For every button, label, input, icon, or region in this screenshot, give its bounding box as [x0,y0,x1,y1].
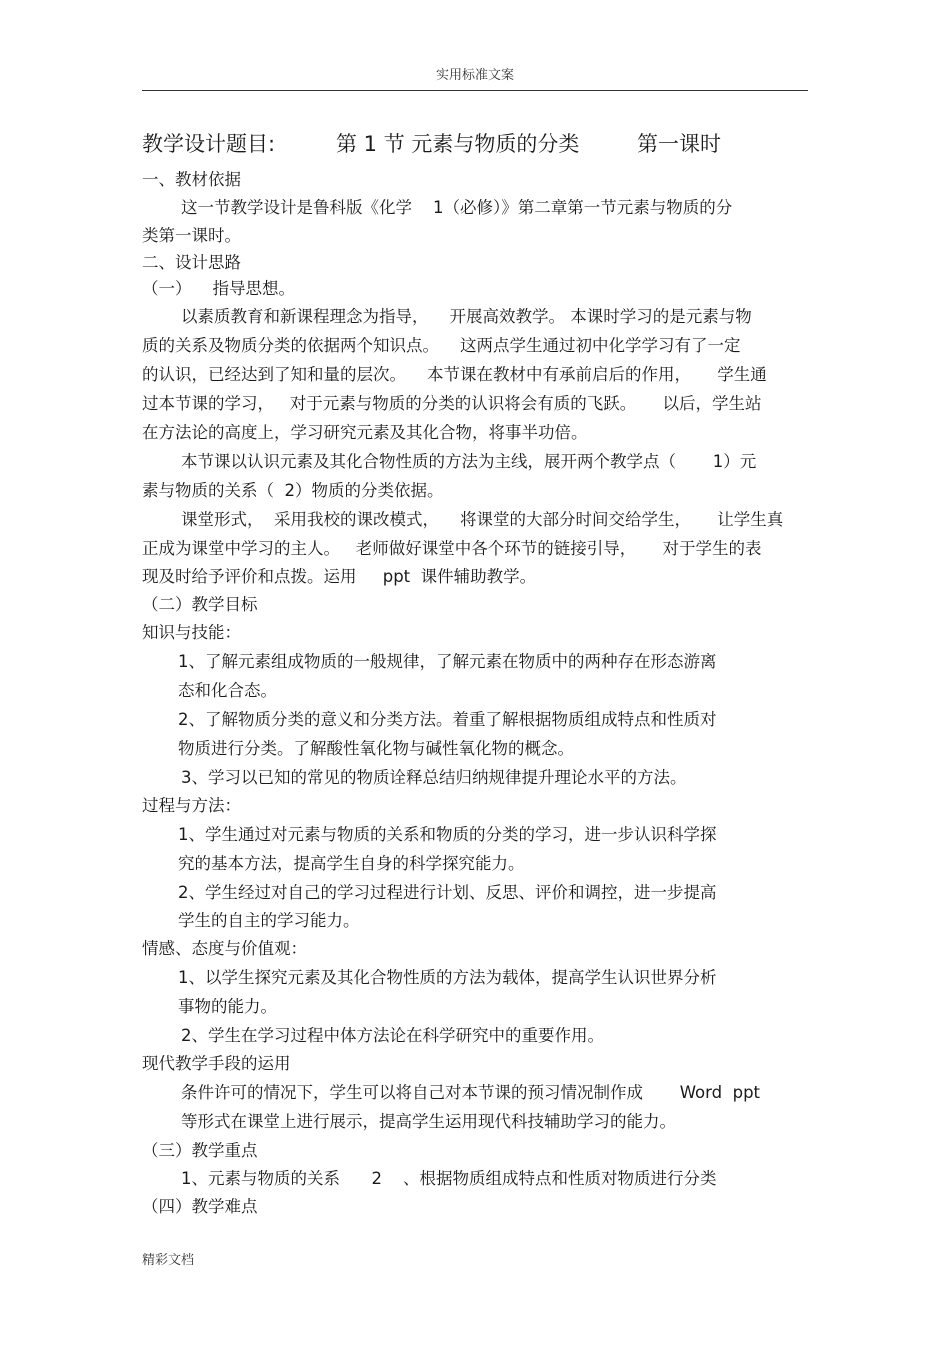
subheading-knowledge-skills: 知识与技能： [142,623,241,642]
list-item-continuation: 物质进行分类。了解酸性氧化物与碱性氧化物的概念。 [178,739,574,758]
page-header: 实用标准文案 [435,68,514,83]
list-item: 2、了解物质分类的意义和分类方法。着重了解根据物质组成特点和性质对 [178,710,717,729]
list-item-continuation: 学生的自主的学习能力。 [178,911,360,930]
paragraph-line: 现及时给予评价和点拨。运用 ppt 课件辅助教学。 [142,567,537,586]
title-label: 教学设计题目: [142,132,276,156]
subheading-process-methods: 过程与方法： [142,796,241,815]
paragraph-line: 类第一课时。 [142,226,241,245]
list-item: 3、学习以已知的常见的物质诠释总结归纳规律提升理论水平的方法。 [181,768,687,787]
paragraph-line: 条件许可的情况下，学生可以将自己对本节课的预习情况制作成 Word ppt [181,1083,761,1102]
subheading-emotion-values: 情感、态度与价值观： [142,939,307,958]
subheading-modern-means: 现代教学手段的运用 [142,1054,291,1073]
title-section: 第 1 节 元素与物质的分类 [336,132,580,156]
paragraph-line: 质的关系及物质分类的依据两个知识点。 这两点学生通过初中化学学习有了一定 [142,336,741,355]
paragraph-line: 本节课以认识元素及其化合物性质的方法为主线，展开两个教学点（ 1）元 [181,452,757,471]
subheading-teaching-goals: （二）教学目标 [142,595,258,614]
paragraph-line: 这一节教学设计是鲁科版《化学 1（必修）》第二章第一节元素与物质的分 [181,198,733,217]
list-item-continuation: 究的基本方法，提高学生自身的科学探究能力。 [178,854,525,873]
subheading-key-points: （三）教学重点 [142,1141,258,1160]
paragraph-line: 过本节课的学习， 对于元素与物质的分类的认识将会有质的飞跃。 以后，学生站 [142,394,762,413]
paragraph-line: 课堂形式， 采用我校的课改模式， 将课堂的大部分时间交给学生， 让学生真 [181,510,784,529]
list-item: 2、学生经过对自己的学习过程进行计划、反思、评价和调控，进一步提高 [178,883,717,902]
paragraph-line: 等形式在课堂上进行展示，提高学生运用现代科技辅助学习的能力。 [181,1112,676,1131]
list-item: 2、学生在学习过程中体方法论在科学研究中的重要作用。 [181,1026,604,1045]
list-item: 1、元素与物质的关系 2 、根据物质组成特点和性质对物质进行分类 [181,1169,717,1188]
list-item: 1、了解元素组成物质的一般规律，了解元素在物质中的两种存在形态游离 [178,652,717,671]
heading-textbook-basis: 一、教材依据 [142,170,241,189]
paragraph-line: 在方法论的高度上，学习研究元素及其化合物，将事半功倍。 [142,423,588,442]
list-item: 1、学生通过对元素与物质的关系和物质的分类的学习，进一步认识科学探 [178,825,717,844]
paragraph-line: 以素质教育和新课程理念为指导， 开展高效教学。 本课时学习的是元素与物 [181,307,752,326]
subheading-guiding-idea: （一） 指导思想。 [142,279,295,298]
paragraph-line: 素与物质的关系（ 2）物质的分类依据。 [142,481,444,500]
page-footer: 精彩文档 [142,1253,195,1268]
list-item-continuation: 态和化合态。 [178,681,277,700]
header-rule [142,90,808,91]
subheading-difficult-points: （四）教学难点 [142,1197,258,1216]
paragraph-line: 正成为课堂中学习的主人。 老师做好课堂中各个环节的链接引导， 对于学生的表 [142,539,762,558]
list-item: 1、以学生探究元素及其化合物性质的方法为载体，提高学生认识世界分析 [178,968,717,987]
paragraph-line: 的认识，已经达到了知和量的层次。 本节课在教材中有承前启后的作用， 学生通 [142,365,767,384]
title-lesson: 第一课时 [637,132,721,156]
list-item-continuation: 事物的能力。 [178,997,277,1016]
heading-design-idea: 二、设计思路 [142,253,241,272]
